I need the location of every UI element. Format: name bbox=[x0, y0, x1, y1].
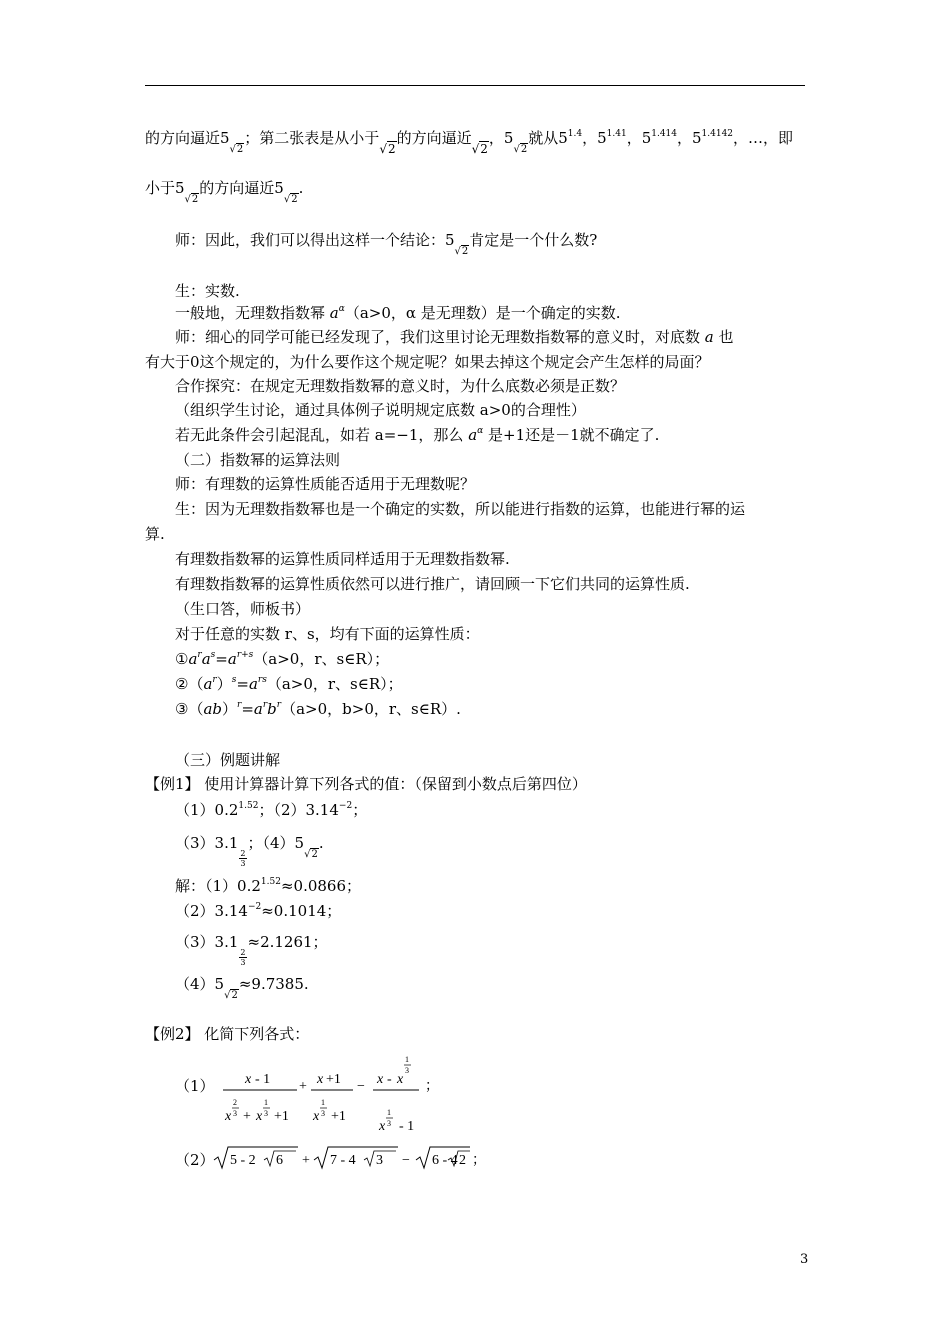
svg-text:6 - 4: 6 - 4 bbox=[432, 1153, 458, 1168]
general-statement: 一般地，无理数指数幂 $a^\alpha(a>0$，α 是无理数）是一个确定的实数. bbox=[175, 304, 621, 322]
svg-text:1: 1 bbox=[321, 1098, 325, 1107]
svg-text:x: x bbox=[317, 1072, 324, 1087]
answer-line: （生口答，师板书） bbox=[175, 600, 311, 618]
svg-text:+1: +1 bbox=[326, 1072, 341, 1087]
page-number: 3 bbox=[800, 1252, 809, 1267]
svg-text:3: 3 bbox=[405, 1066, 409, 1075]
property-2: $②(a^r)^s=a^{rs}(a>0$，r、s∈R）； bbox=[175, 675, 403, 693]
svg-text:6: 6 bbox=[276, 1153, 283, 1168]
student-line-2: 生：因为无理数指数幂也是一个确定的实数，所以能进行指数的运算，也能进行幂的运 bbox=[175, 500, 746, 518]
svg-text:3: 3 bbox=[321, 1109, 325, 1118]
section-3-heading: （三）例题讲解 bbox=[175, 751, 281, 769]
property-3: $③(ab)^r=a^rb^r(a>0$，b>0，r、s∈R）. bbox=[175, 700, 461, 718]
teacher-line-2: 师：细心的同学可能已经发现了，我们这里讨论无理数指数幂的意义时，对底数 a 也 bbox=[175, 328, 734, 346]
svg-text:2: 2 bbox=[459, 1153, 466, 1168]
example-1-heading: 【例1】 使用计算器计算下列各式的值：（保留到小数点后第四位） bbox=[145, 775, 587, 793]
example-2-item-2-formula bbox=[212, 1144, 486, 1174]
example-1-items-a: $(1)0.2^{1.52}$；$(2)3.14^{-2}$； bbox=[175, 801, 368, 819]
svg-text:+: + bbox=[243, 1109, 251, 1124]
header-rule bbox=[145, 85, 805, 86]
svg-text:−: − bbox=[357, 1079, 365, 1094]
chaos-line: 若无此条件会引起混乱，如若 a=−1，那么 $a^\alpha$ 是+1还是－1就不确定了. bbox=[175, 426, 660, 444]
svg-text:3: 3 bbox=[233, 1109, 237, 1118]
solution-1: 解：$(1)0.2^{1.52}\approx 0.0866$； bbox=[175, 877, 362, 895]
svg-text:-: - bbox=[387, 1072, 392, 1087]
svg-text:2: 2 bbox=[233, 1098, 237, 1107]
solution-3: （3）3.1 $\frac{2}{3}$ ≈2.1261； bbox=[175, 933, 328, 967]
example-2-item-2-label: （2） bbox=[175, 1151, 215, 1169]
solution-4: （4）5√2≈9.7385. bbox=[175, 975, 309, 1001]
svg-text:3: 3 bbox=[376, 1153, 383, 1168]
student-line-1: 生：实数. bbox=[175, 282, 240, 300]
text-line-2: 小于5√2的方向逼近5√2. bbox=[145, 179, 304, 205]
svg-text:−: − bbox=[402, 1153, 410, 1168]
svg-text:x: x bbox=[245, 1072, 252, 1087]
solution-2: $(2)3.14^{-2}\approx 0.1014$； bbox=[175, 902, 342, 920]
forany-line: 对于任意的实数 r、s，均有下面的运算性质： bbox=[175, 625, 480, 643]
svg-text:1: 1 bbox=[387, 1108, 391, 1117]
teacher-line-1: 师：因此，我们可以得出这样一个结论：5√2肯定是一个什么数? bbox=[175, 231, 598, 257]
example-2-heading: 【例2】 化简下列各式： bbox=[145, 1025, 310, 1043]
coop-line: 合作探究：在规定无理数指数幂的意义时，为什么底数必须是正数？ bbox=[175, 377, 626, 395]
svg-text:；: ； bbox=[425, 1079, 439, 1094]
org-line: （组织学生讨论，通过具体例子说明规定底数 a>0的合理性） bbox=[175, 401, 586, 419]
svg-text:；: ； bbox=[472, 1153, 486, 1168]
text-line-1: 的方向逼近5√2；第二张表是从小于√2的方向逼近√2，5√2就从$5^{1.4}$，$5^{1.41}$，$5^{1.414}$，$5^{1.4142}$，…，即 bbox=[145, 129, 794, 156]
svg-text:+1: +1 bbox=[274, 1109, 289, 1124]
rule-line-2: 有理数指数幂的运算性质依然可以进行推广，请回顾一下它们共同的运算性质. bbox=[175, 575, 690, 593]
example-1-items-b: （3）3.1 $\frac{2}{3}$ ；（4）5√2. bbox=[175, 834, 324, 868]
svg-text:3: 3 bbox=[264, 1109, 268, 1118]
svg-text:+: + bbox=[302, 1153, 310, 1168]
svg-text:+: + bbox=[299, 1079, 307, 1094]
svg-text:- 1: - 1 bbox=[255, 1072, 271, 1087]
svg-text:+1: +1 bbox=[331, 1109, 346, 1124]
svg-text:3: 3 bbox=[387, 1119, 391, 1128]
rule-line-1: 有理数指数幂的运算性质同样适用于无理数指数幂. bbox=[175, 550, 510, 568]
svg-text:1: 1 bbox=[264, 1098, 268, 1107]
student-line-2-cont: 算. bbox=[145, 525, 165, 543]
svg-text:1: 1 bbox=[405, 1055, 409, 1064]
example-2-item-1-formula bbox=[215, 1050, 455, 1140]
svg-text:x: x bbox=[313, 1109, 320, 1124]
svg-text:- 1: - 1 bbox=[399, 1119, 415, 1134]
section-2-heading: （二）指数幂的运算法则 bbox=[175, 451, 341, 469]
svg-text:x: x bbox=[225, 1109, 232, 1124]
svg-text:5 - 2: 5 - 2 bbox=[230, 1153, 256, 1168]
property-1: $①a^ra^s=a^{r+s}(a>0$，r、s∈R）； bbox=[175, 650, 390, 668]
svg-text:x: x bbox=[377, 1072, 384, 1087]
svg-text:x: x bbox=[379, 1119, 386, 1134]
teacher-line-3: 师：有理数的运算性质能否适用于无理数呢？ bbox=[175, 475, 476, 493]
svg-text:x: x bbox=[256, 1109, 263, 1124]
example-2-item-1-label: （1） bbox=[175, 1077, 215, 1095]
svg-text:x: x bbox=[397, 1072, 404, 1087]
svg-text:7 - 4: 7 - 4 bbox=[330, 1153, 356, 1168]
teacher-line-2-cont: 有大于0这个规定的，为什么要作这个规定呢？如果去掉这个规定会产生怎样的局面？ bbox=[145, 353, 710, 371]
